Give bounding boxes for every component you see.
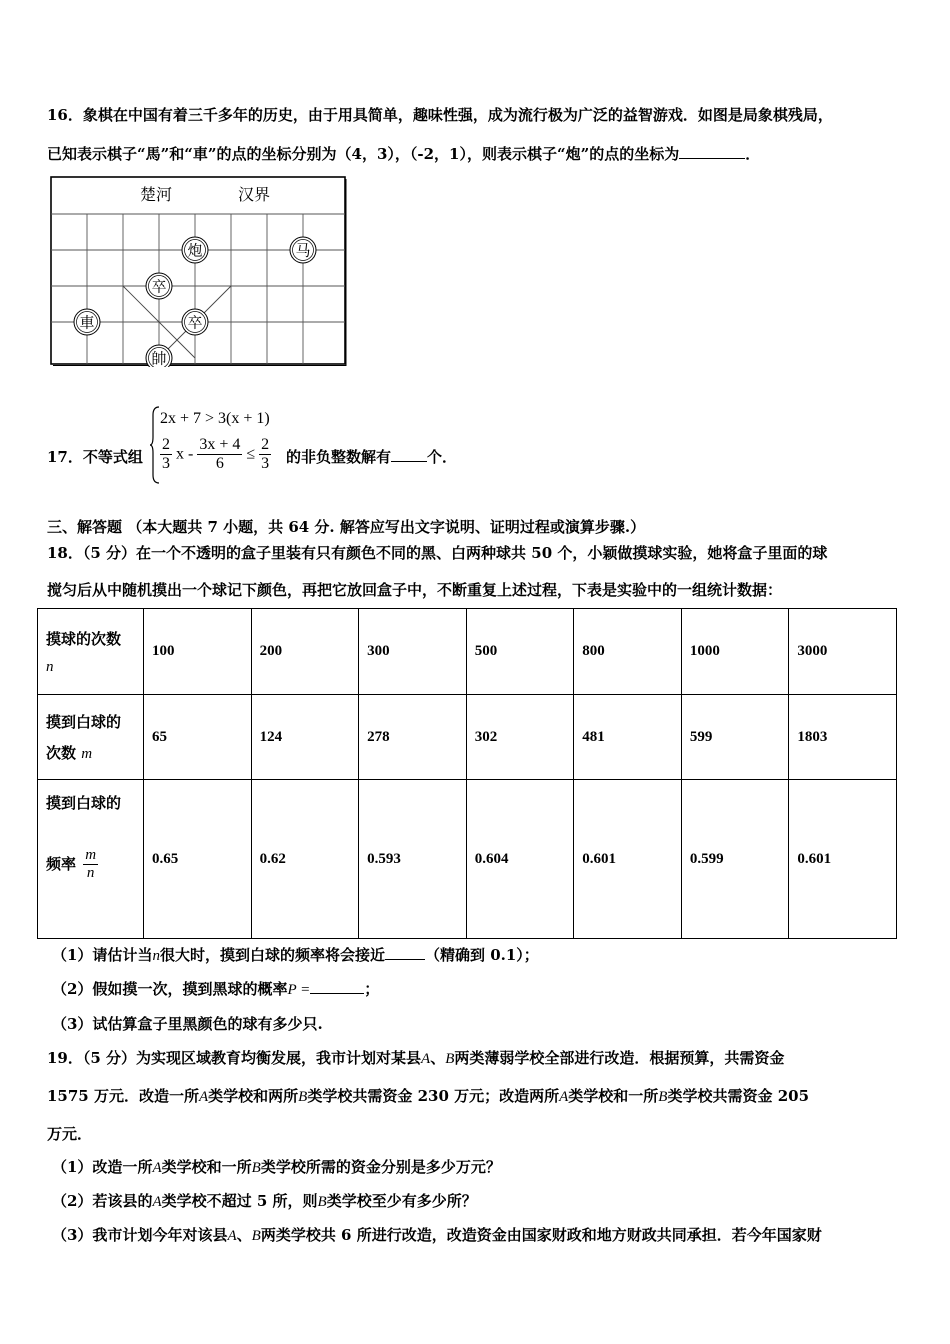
q18-sub1: （1）请估计当n很大时，摸到白球的频率将会接近 （精确到 0.1）； [52, 946, 539, 964]
table-cell: 200 [251, 609, 359, 695]
q16-line2-text: 已知表示棋子“馬”和“車”的点的坐标分别为（4，3），（-2，1），则表示棋子“炮”的点的坐标为 [47, 145, 680, 163]
table-cell: 302 [466, 695, 574, 780]
q19-sub2: （2）若该县的A类学校不超过 5 所，则B类学校至少有多少所？ [52, 1192, 477, 1210]
chess-piece-label: 马 [295, 241, 311, 260]
chess-piece [146, 273, 172, 299]
chess-piece-label: 炮 [187, 241, 203, 260]
table-cell: 0.599 [681, 780, 789, 939]
chess-piece-label: 車 [79, 313, 95, 332]
table-cell: 0.601 [789, 780, 897, 939]
chess-piece [182, 237, 208, 263]
q18-sub2-blank [310, 979, 364, 994]
table-row [38, 695, 897, 780]
board-outer-border [51, 177, 345, 364]
table-cell: 3000 [789, 609, 897, 695]
chess-piece [182, 309, 208, 335]
table-cell: 0.593 [359, 780, 467, 939]
chess-piece-label: 卒 [151, 277, 167, 296]
chess-piece-label: 卒 [187, 313, 203, 332]
table-cell: 0.604 [466, 780, 574, 939]
table-cell: 100 [144, 609, 252, 695]
experiment-table [37, 608, 897, 939]
table-cell: 0.601 [574, 780, 682, 939]
inequality-1: 2x + 7 > 3(x + 1) [160, 410, 270, 427]
q16-answer-blank [679, 144, 745, 159]
q18-line2: 搅匀后从中随机摸出一个球记下颜色，再把它放回盒子中，不断重复上述过程，下表是实验中的一组统计数据： [47, 581, 783, 599]
q17-suffix: 的非负整数解有 个． [286, 448, 458, 466]
chess-piece [74, 309, 100, 335]
table-cell: 65 [144, 695, 252, 780]
table-cell: 1803 [789, 695, 897, 780]
river-label-left: 楚河 [140, 185, 173, 204]
q16-line1: 16．象棋在中国有着三千多年的历史，由于用具简单，趣味性强，成为流行极为广泛的益智游戏．如图是局象棋残局， [47, 106, 833, 124]
chess-piece-label: 帥 [151, 349, 167, 367]
row-header-n: 摸球的次数 n [38, 609, 144, 695]
table-cell: 0.65 [144, 780, 252, 939]
table-cell: 300 [359, 609, 467, 695]
chess-piece [290, 237, 316, 263]
q18-sub2: （2）假如摸一次，摸到黑球的概率P = ； [52, 980, 380, 998]
q19-line3: 万元． [47, 1125, 93, 1143]
table-row [38, 780, 897, 939]
board-grid [51, 214, 345, 364]
q17-prefix: 17．不等式组 [47, 448, 143, 466]
q18-sub1-blank [385, 945, 425, 960]
q16-line2 [47, 143, 760, 164]
table-cell: 481 [574, 695, 682, 780]
q19-line2: 1575 万元．改造一所A类学校和两所B类学校共需资金 230 万元；改造两所A类学校和一所B类学校共需资金 205 [47, 1087, 810, 1105]
q18-sub3: （3）试估算盒子里黑颜色的球有多少只. [52, 1015, 323, 1033]
q19-sub3: （3）我市计划今年对该县A、B两类学校共 6 所进行改造，改造资金由国家财政和地方财政共同承担．若今年国家财 [52, 1226, 822, 1244]
table-cell: 1000 [681, 609, 789, 695]
river-label-right: 汉界 [238, 185, 271, 204]
q18-line1: 18．（5 分）在一个不透明的盒子里装有只有颜色不同的黑、白两种球共 50 个，小颖做摸球实验，她将盒子里面的球 [47, 544, 828, 562]
section3-title: 三、解答题 （本大题共 7 小题，共 64 分. 解答应写出文字说明、证明过程或演算步骤.） [47, 518, 646, 536]
chess-piece [146, 345, 172, 367]
table-cell: 0.62 [251, 780, 359, 939]
table-cell: 124 [251, 695, 359, 780]
row-header-m: 摸到白球的 次数 m [38, 695, 144, 780]
table-cell: 500 [466, 609, 574, 695]
chess-board-figure [50, 176, 348, 367]
inequality-2: $\frac{2}{3}$ x - $\frac{3x + 4}{6}$ ≤ $\frac{2}{3}$ [162, 436, 270, 473]
q17-answer-blank [391, 447, 427, 462]
q19-line1: 19．（5 分）为实现区域教育均衡发展，我市计划对某县A、B两类薄弱学校全部进行改造．根据预算，共需资金 [47, 1049, 785, 1067]
row-header-freq: 摸到白球的 频率 $\frac{m}{n}$ [38, 780, 144, 939]
table-row [38, 609, 897, 695]
table-cell: 278 [359, 695, 467, 780]
q19-sub1: （1）改造一所A类学校和一所B类学校所需的资金分别是多少万元？ [52, 1158, 501, 1176]
table-cell: 599 [681, 695, 789, 780]
table-cell: 800 [574, 609, 682, 695]
q16-line2-end: ． [745, 145, 761, 163]
